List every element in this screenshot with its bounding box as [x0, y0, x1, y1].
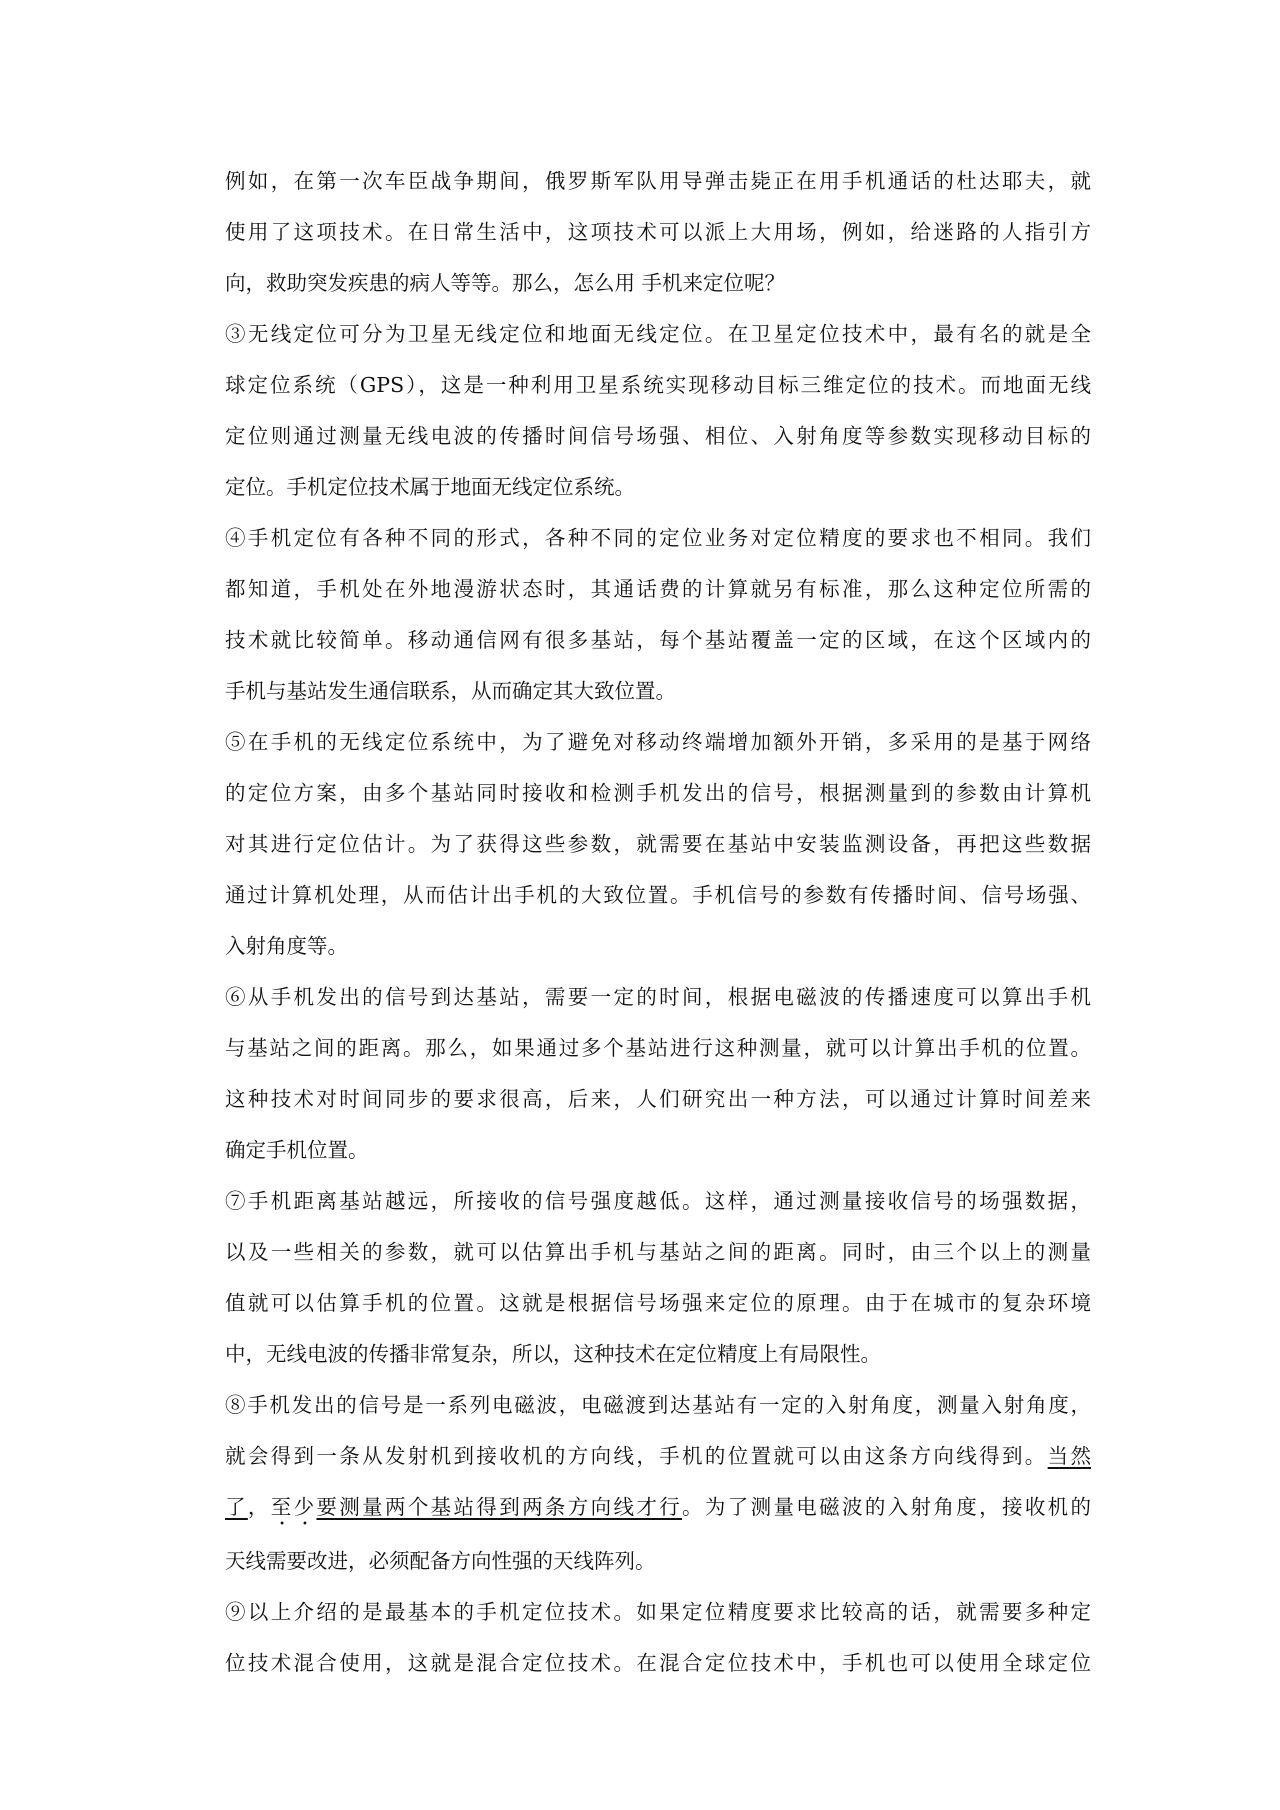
- text-line: 定位。手机定位技术属于地面无线定位系统。: [225, 475, 635, 499]
- text-line: ⑤在手机的无线定位系统中，为了避免对移动终端增加额外开销，多采用的是基于网络: [225, 730, 1091, 754]
- paragraph: [225, 1176, 1091, 1380]
- text-line: 这种技术对时间同步的要求很高，后来，人们研究出一种方法，可以通过计算时间差来: [225, 1087, 1091, 1111]
- text-line: 例如，在第一次车臣战争期间，俄罗斯军队用导弹击毙正在用手机通话的杜达耶夫，就: [225, 169, 1091, 193]
- text-line: 与基站之间的距离。那么，如果通过多个基站进行这种测量，就可以计算出手机的位置。: [225, 1036, 1091, 1060]
- text-line: 使用了这项技术。在日常生活中，这项技术可以派上大用场，例如，给迷路的人指引方: [225, 220, 1091, 244]
- paragraph: [225, 717, 1091, 972]
- emphasis-dotted-text: 至少: [270, 1495, 317, 1519]
- underlined-text: 当然: [1047, 1444, 1092, 1468]
- text-line: 位技术混合使用，这就是混合定位技术。在混合定位技术中，手机也可以使用全球定位: [225, 1651, 1091, 1675]
- text-line: 天线需要改进，必须配备方向性强的天线阵列。: [225, 1549, 656, 1573]
- text-line: 都知道，手机处在外地漫游状态时，其通话费的计算就另有标准，那么这种定位所需的: [225, 577, 1091, 601]
- paragraph: [225, 309, 1091, 513]
- text-line: ⑧手机发出的信号是一系列电磁波，电磁渡到达基站有一定的入射角度，测量入射角度，: [225, 1393, 1091, 1417]
- text-line: 中，无线电波的传播非常复杂，所以，这种技术在定位精度上有局限性。: [225, 1342, 881, 1366]
- paragraph: [225, 972, 1091, 1176]
- text-line: 定位则通过测量无线电波的传播时间信号场强、相位、入射角度等参数实现移动目标的: [225, 424, 1091, 448]
- paragraph: [225, 513, 1091, 717]
- text-line: 值就可以估算手机的位置。这就是根据信号场强来定位的原理。由于在城市的复杂环境: [225, 1291, 1091, 1315]
- text-line: ④手机定位有各种不同的形式，各种不同的定位业务对定位精度的要求也不相同。我们: [225, 526, 1091, 550]
- text-line: 手机与基站发生通信联系，从而确定其大致位置。: [225, 679, 676, 703]
- text-line: 确定手机位置。: [225, 1138, 369, 1162]
- paragraph: [225, 156, 1091, 309]
- text-line: ⑦手机距离基站越远，所接收的信号强度越低。这样，通过测量接收信号的场强数据，: [225, 1189, 1091, 1213]
- text-line: 以及一些相关的参数，就可以估算出手机与基站之间的距离。同时，由三个以上的测量: [225, 1240, 1091, 1264]
- text-line: 球定位系统（GPS），这是一种利用卫星系统实现移动目标三维定位的技术。而地面无线: [225, 373, 1091, 397]
- text-segment: ，: [247, 1495, 271, 1519]
- text-line: ⑨以上介绍的是最基本的手机定位技术。如果定位精度要求比较高的话，就需要多种定: [225, 1600, 1091, 1624]
- text-line: 对其进行定位估计。为了获得这些参数，就需要在基站中安装监测设备，再把这些数据: [225, 832, 1091, 856]
- document-body: [225, 156, 1091, 1689]
- text-line: 向，救助突发疾患的病人等等。那么，怎么用 手机来定位呢？: [225, 271, 786, 295]
- paragraph: [225, 1587, 1091, 1689]
- underlined-text: 要测量两个基站得到两条方向线才行: [316, 1495, 683, 1519]
- text-line: 技术就比较简单。移动通信网有很多基站，每个基站覆盖一定的区域，在这个区域内的: [225, 628, 1091, 652]
- text-line: ⑥从手机发出的信号到达基站，需要一定的时间，根据电磁波的传播速度可以算出手机: [225, 985, 1091, 1009]
- text-line: 入射角度等。: [225, 934, 348, 958]
- text-line: ③无线定位可分为卫星无线定位和地面无线定位。在卫星定位技术中，最有名的就是全: [225, 322, 1091, 346]
- text-line: [225, 1482, 1091, 1533]
- text-line: [225, 1431, 1091, 1482]
- text-line: 的定位方案，由多个基站同时接收和检测手机发出的信号，根据测量到的参数由计算机: [225, 781, 1091, 805]
- underlined-text: 了: [225, 1495, 248, 1519]
- text-line: 通过计算机处理，从而估计出手机的大致位置。手机信号的参数有传播时间、信号场强、: [225, 883, 1091, 907]
- text-segment: 就会得到一条从发射机到接收机的方向线，手机的位置就可以由这条方向线得到。: [225, 1444, 1048, 1468]
- text-segment: 。为了测量电磁波的入射角度，接收机的: [682, 1495, 1092, 1519]
- paragraph: [225, 1380, 1091, 1587]
